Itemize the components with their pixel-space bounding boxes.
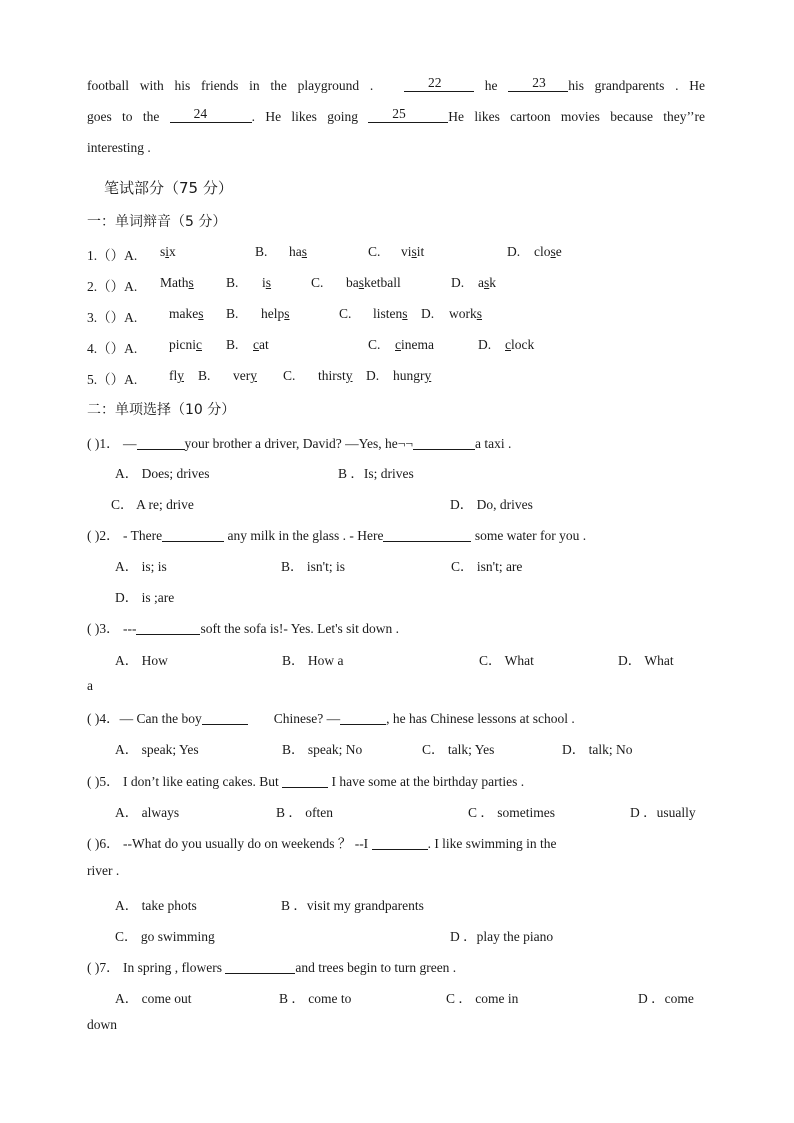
written-section-title: 笔试部分（75 分） — [104, 179, 233, 197]
option-b: B ．Is; drives — [338, 466, 414, 481]
option-d: D ．usually — [630, 805, 696, 820]
passage-text: He likes cartoon movies because they’’re — [448, 109, 705, 124]
option-a: A． always — [115, 805, 180, 820]
answer-blank — [225, 960, 295, 974]
option-c: C． What — [479, 653, 534, 668]
blank-25: 25 — [368, 109, 448, 123]
option-a: Maths — [160, 275, 194, 290]
option-b: B． How a — [282, 653, 344, 668]
passage-text: he — [484, 78, 498, 93]
option-c: C ． sometimes — [468, 805, 555, 820]
passage-line-1 — [87, 75, 705, 94]
option-b: very — [233, 368, 257, 383]
choice-options-7-wrap: down — [87, 1017, 117, 1032]
option-a: six — [160, 244, 176, 259]
choice-question-4: ( )4．— Can the boy Chinese? — , he has Chinese lessons at school . — [87, 711, 575, 726]
choice-question-1: ( )1． — your brother a driver, David? —Yes, he¬¬ a taxi . — [87, 436, 512, 451]
answer-blank — [282, 774, 328, 788]
option-c: C． talk; Yes — [422, 742, 495, 757]
option-c: C． isn't; are — [451, 559, 523, 574]
option-a: A． is; is — [115, 559, 167, 574]
answer-blank — [413, 436, 475, 450]
section2-title: 二：单项选择（10 分） — [87, 402, 236, 418]
passage-text: . He likes going — [251, 109, 358, 124]
answer-blank — [372, 836, 428, 850]
option-c: C ． come in — [446, 991, 519, 1006]
answer-blank — [202, 711, 248, 725]
option-b: is — [262, 275, 272, 290]
blank-24: 24 — [170, 109, 252, 123]
choice-question-6-wrap: river . — [87, 863, 120, 878]
passage-line-2 — [87, 106, 705, 125]
option-d: hungry — [393, 368, 432, 383]
exam-page: football with his friends in the playground . 22 he 23 his grandparents . He goes to the 24 . He likes going 25 He likes cartoon movies because they’’re interesting . 笔试部分（75 分） 一：单词辩音（5 分） 1.（）A. six B. has C. visit D. close 2.（）A. Maths B. is C. basketball D. ask 3.（）A. makes B. helps C. listens D. works 4.（）A. picnic B. cat C. cinema D. clock 5.（）A. fly B. very C. thirsty D. hungry 二：单项选择（10 分） ( )1． — your brother a driver, David? —Yes, he¬¬ a taxi . A． Does; drives B ．Is; drives C． A re; drive D． Do, drives ( )2． - There any milk in the glass . - Here some water for you . A． is; is B． isn't; is C． isn't; are D． is ;are ( )3． --- soft the sofa is!- Yes. Let's sit down . A． How B． How a C． What D． What a ( )4．— Can the boy Chinese? — , he has Chinese lessons at school . A． speak; Yes B． speak; No C． talk; Yes D． talk; No ( )5． I don’t like eating cakes. But I have some at the birthday parties . A． always B ． often C ． sometimes D ．usually ( )6． --What do you usually do on weekends ？ --I . I like swimming in the river . A． take phots B ．visit my grandparents C． go swimming D ．play the piano ( )7． In spring , flowers and trees begin to turn green . A． come out B ． come to C ． come in D ．come down — [0, 0, 794, 1123]
passage-text: goes to the — [87, 109, 160, 124]
option-d: D ．come — [638, 991, 694, 1006]
option-d: D． What — [618, 653, 674, 668]
option-d: ask — [478, 275, 497, 290]
answer-blank — [137, 436, 185, 450]
passage-line-3: interesting . — [87, 140, 151, 155]
option-d: D ．play the piano — [450, 929, 554, 944]
option-b: helps — [261, 306, 290, 321]
choice-question-5: ( )5． I don’t like eating cakes. But I have some at the birthday parties . — [87, 774, 525, 789]
answer-blank — [162, 528, 224, 542]
choice-question-7: ( )7． In spring , flowers and trees begin to turn green . — [87, 960, 457, 975]
option-a: makes — [169, 306, 204, 321]
choice-question-3: ( )3． --- soft the sofa is!- Yes. Let's sit down . — [87, 621, 400, 636]
option-b: B ．visit my grandparents — [281, 898, 424, 913]
option-c: C． go swimming — [115, 929, 215, 944]
option-c: cinema — [395, 337, 434, 352]
option-c: C． A re; drive — [111, 497, 194, 512]
option-d: clock — [505, 337, 535, 352]
option-c: listens — [373, 306, 408, 321]
option-a: A． How — [115, 653, 168, 668]
option-b: cat — [253, 337, 269, 352]
answer-blank — [340, 711, 386, 725]
option-d: D． Do, drives — [450, 497, 533, 512]
option-d: D． is ;are — [115, 590, 175, 605]
option-d: D． talk; No — [562, 742, 633, 757]
blank-23: 23 — [508, 78, 568, 92]
passage-text: He — [689, 78, 705, 93]
option-b: B ． come to — [279, 991, 352, 1006]
choice-question-6: ( )6． --What do you usually do on weekends ？ --I . I like swimming in the — [87, 836, 557, 851]
option-a: A． come out — [115, 991, 192, 1006]
answer-blank — [136, 621, 200, 635]
option-a: picnic — [169, 337, 202, 352]
option-d: works — [449, 306, 483, 321]
option-a: fly — [169, 368, 184, 383]
option-b: has — [289, 244, 308, 259]
passage-text: his grandparents . — [568, 78, 679, 93]
choice-question-2: ( )2． - There any milk in the glass . - Here some water for you . — [87, 528, 587, 543]
passage-text: football with his friends in the playground . — [87, 78, 374, 93]
answer-blank — [383, 528, 471, 542]
option-b: B． isn't; is — [281, 559, 345, 574]
option-a: A． Does; drives — [115, 466, 210, 481]
section1-title: 一：单词辩音（5 分） — [87, 214, 227, 230]
option-d: close — [534, 244, 562, 259]
blank-22: 22 — [404, 78, 474, 92]
choice-options-3-wrap: a — [87, 678, 93, 693]
option-c: visit — [401, 244, 425, 259]
option-b: B ． often — [276, 805, 333, 820]
option-a: A． speak; Yes — [115, 742, 199, 757]
option-b: B． speak; No — [282, 742, 363, 757]
option-c: basketball — [346, 275, 401, 290]
option-c: thirsty — [318, 368, 353, 383]
option-a: A． take phots — [115, 898, 197, 913]
